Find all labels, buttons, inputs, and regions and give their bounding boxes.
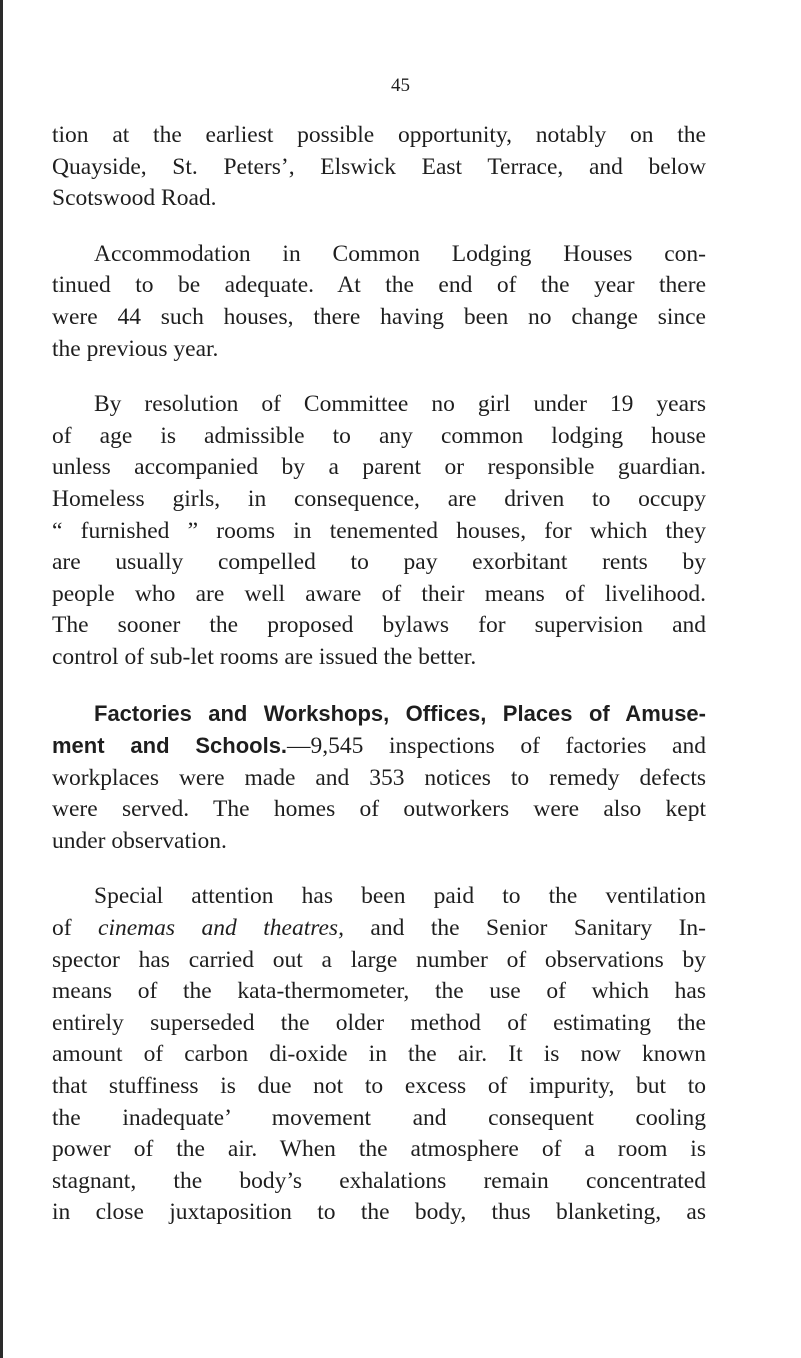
text-run: —9,545 inspections of factories and: [287, 733, 706, 760]
text-line: in close juxtaposition to the body, thus blanketing, as: [52, 1199, 706, 1226]
section-heading-continued: ment and Schools.: [52, 733, 288, 759]
text-line: tinued to be adequate. At the end of the year there: [52, 272, 706, 299]
text-line: Quayside, St. Peters’, Elswick East Terrace, and below: [52, 153, 706, 180]
text-line: people who are well aware of their means of livelihood.: [52, 580, 706, 607]
text-line: By resolution of Committee no girl under 19 years: [94, 391, 706, 418]
text-line: power of the air. When the atmosphere of a room is: [52, 1136, 706, 1163]
document-page: [52, 120, 706, 1229]
text-line: were served. The homes of outworkers were also kept: [52, 796, 706, 823]
text-line: Special attention has been paid to the ventilation: [94, 883, 706, 910]
paragraph-lodging-houses: [52, 239, 706, 365]
page-number: 45: [391, 75, 410, 96]
text-line: “ furnished ” rooms in tenemented houses, for which they: [52, 517, 706, 544]
text-line: under observation.: [52, 827, 227, 854]
paragraph-factories-workshops: [52, 698, 706, 858]
text-line: The sooner the proposed bylaws for supervision and: [52, 612, 706, 639]
text-line: unless accompanied by a parent or responsible guardian.: [52, 454, 706, 481]
text-line: means of the kata-thermometer, the use of which has: [52, 978, 706, 1005]
paragraph-committee-resolution: [52, 389, 706, 673]
text-line: were 44 such houses, there having been no change since: [52, 303, 706, 330]
text-line: are usually compelled to pay exorbitant rents by: [52, 549, 706, 576]
text-run: and the Senior Sanitary In-: [343, 915, 706, 942]
text-line: that stuffiness is due not to excess of impurity, but to: [52, 1073, 706, 1100]
text-line: [52, 913, 706, 945]
paragraph-ventilation: [52, 881, 706, 1229]
text-run: of: [52, 915, 99, 942]
text-line: Scotswood Road.: [52, 185, 217, 212]
section-heading: Factories and Workshops, Offices, Places of Amuse-: [94, 700, 706, 726]
text-line: the previous year.: [52, 335, 219, 362]
italic-phrase: cinemas and theatres,: [98, 915, 344, 942]
text-line: spector has carried out a large number of observations by: [52, 946, 706, 973]
text-line: Accommodation in Common Lodging Houses con-: [94, 240, 706, 267]
text-line: amount of carbon di-oxide in the air. It is now known: [52, 1041, 706, 1068]
text-line: of age is admissible to any common lodging house: [52, 422, 706, 449]
text-line: workplaces were made and 353 notices to remedy defects: [52, 764, 706, 791]
text-line: the inadequate’ movement and consequent cooling: [52, 1104, 706, 1131]
text-line: tion at the earliest possible opportunity, notably on the: [52, 122, 706, 148]
text-line: control of sub-let rooms are issued the better.: [52, 643, 477, 670]
text-line: [52, 730, 706, 763]
page-left-edge: [0, 0, 3, 1358]
text-line: [52, 698, 706, 731]
paragraph-quayside: [52, 120, 706, 215]
text-line: Homeless girls, in consequence, are driven to occupy: [52, 485, 706, 512]
text-line: entirely superseded the older method of estimating the: [52, 1009, 706, 1036]
text-line: stagnant, the body’s exhalations remain concentrated: [52, 1167, 706, 1194]
